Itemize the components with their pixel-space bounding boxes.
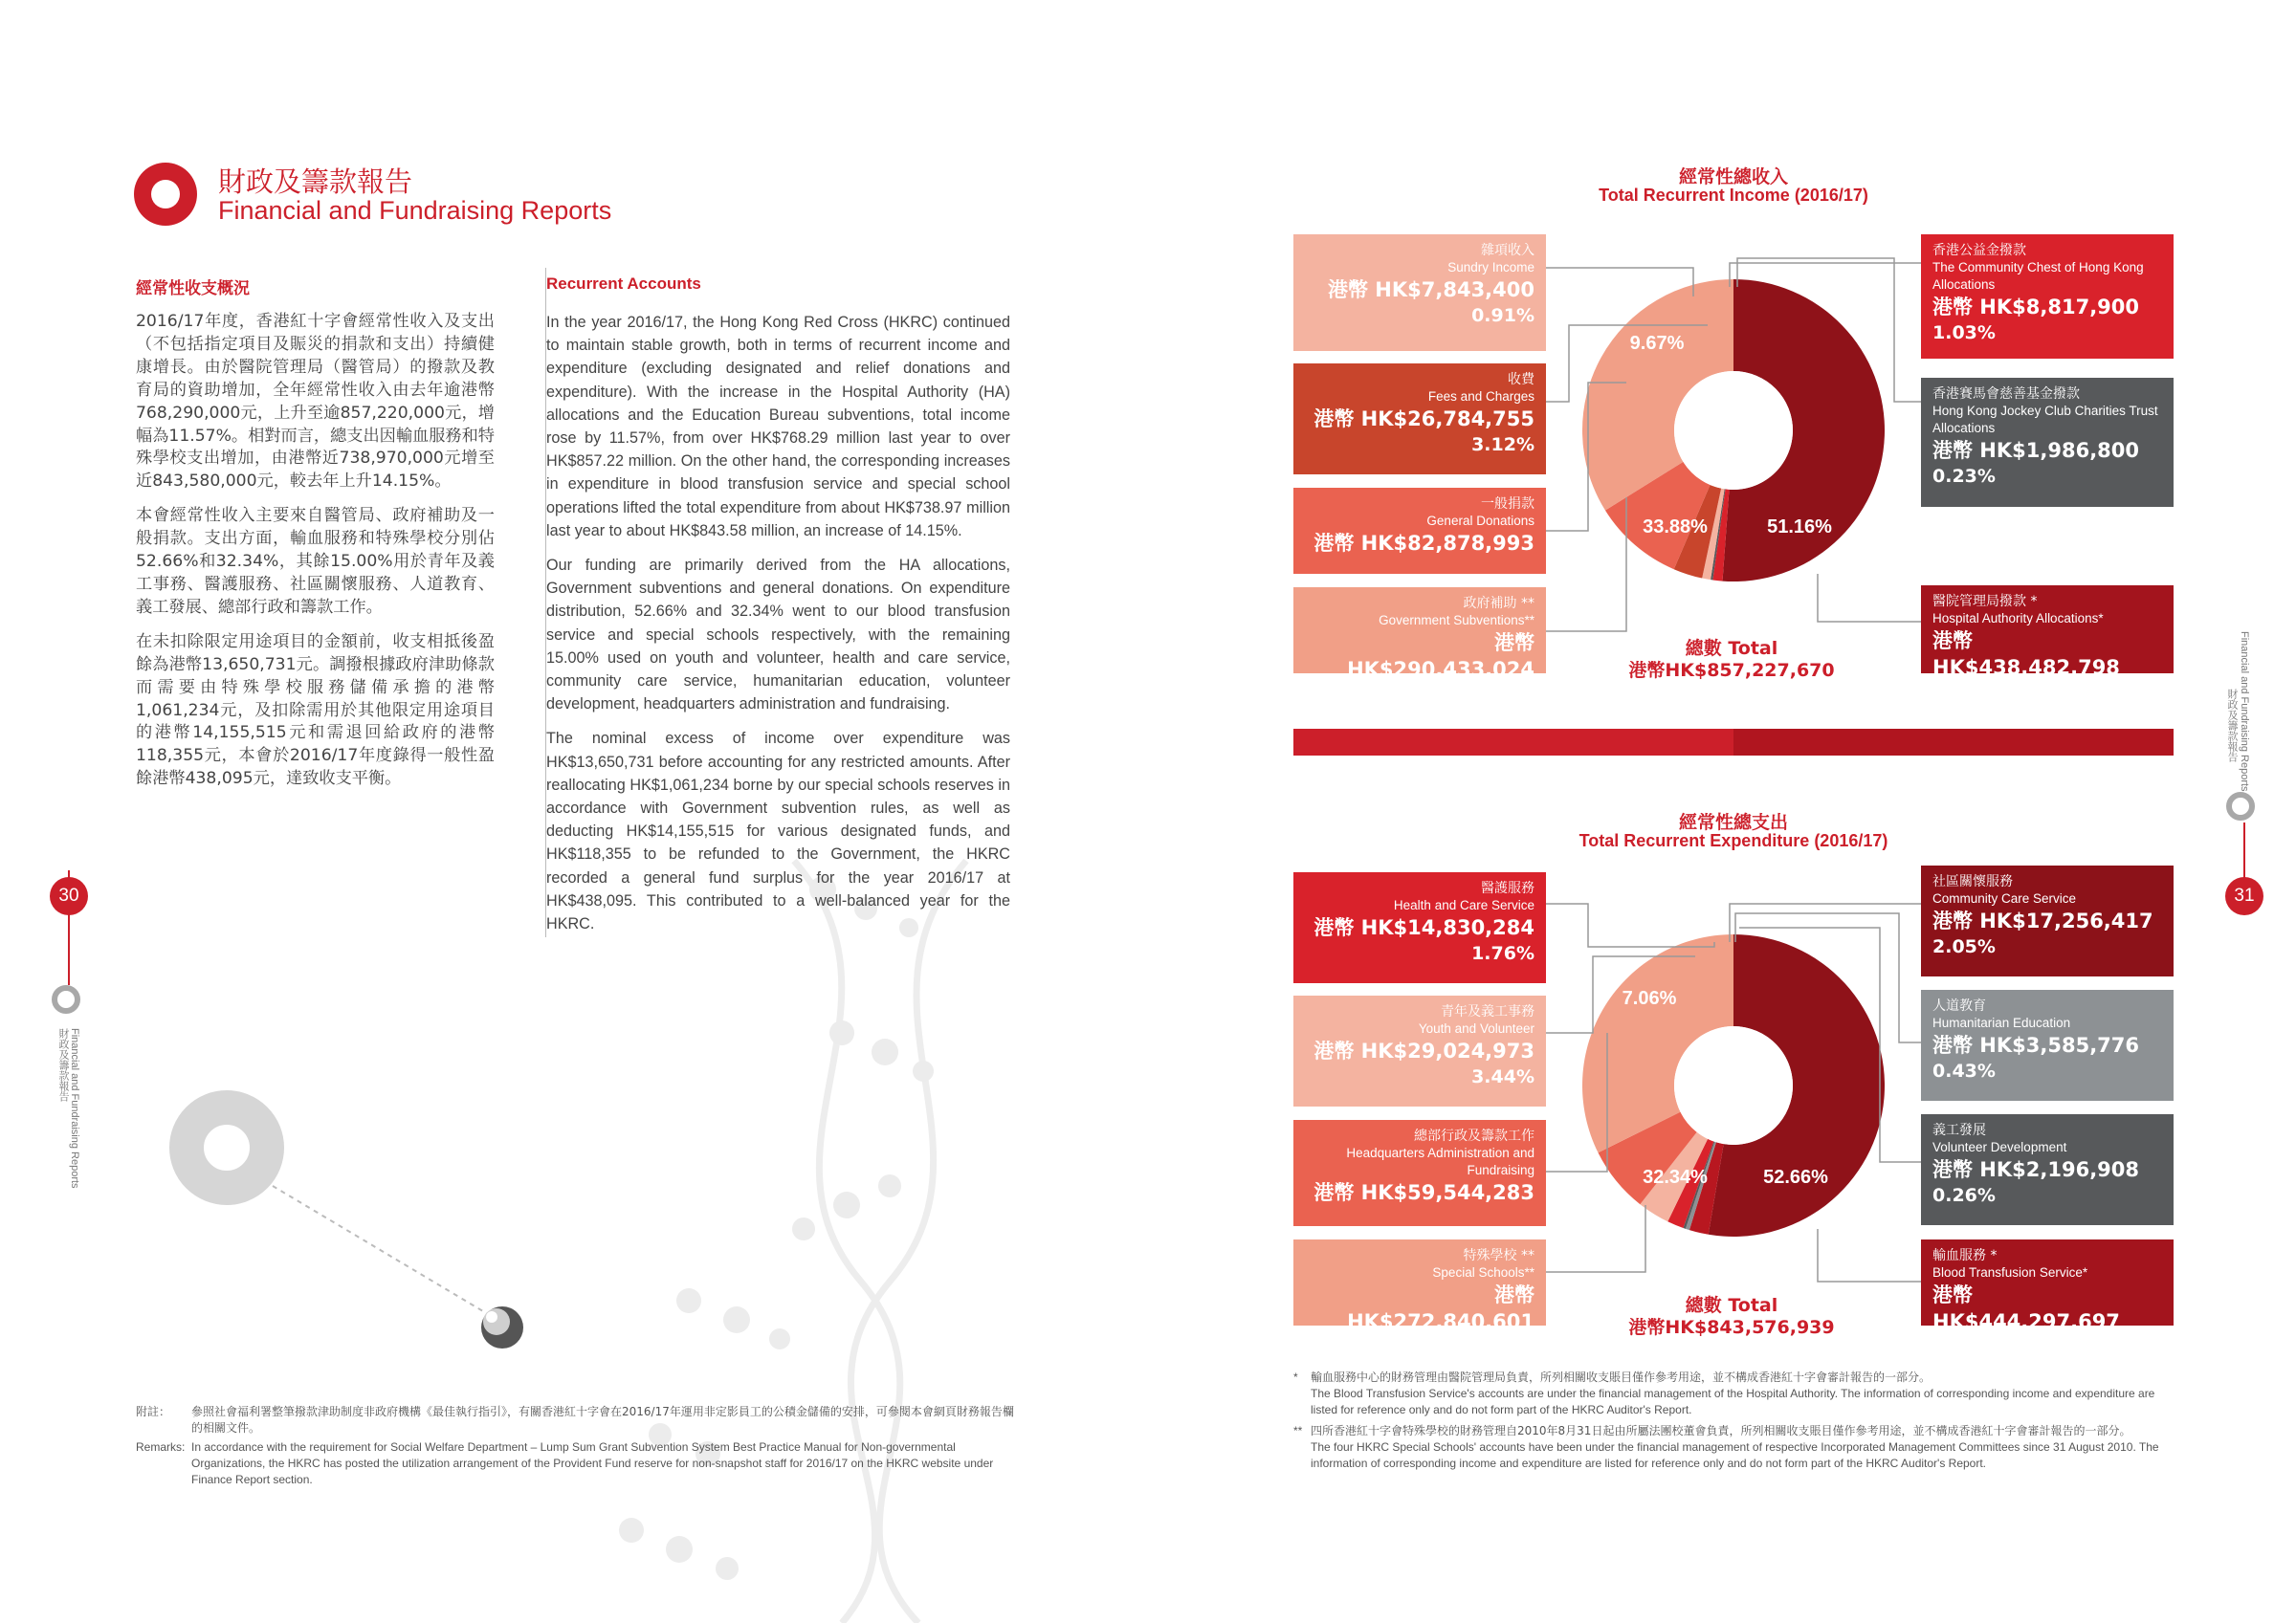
side-label-right-zh: 財政及籌款報告 — [2226, 689, 2238, 762]
paragraph-en-1: In the year 2016/17, the Hong Kong Red Cross (HKRC) continued to maintain stable growth, both in terms of recurrent income and expenditure (excluding designated and relief donations and expenditure). With the increase in the Hospital Authority (HA) allocations and the Education Bureau subventions, total income rose by 11.57%, from over HK$768.29 million last year to over HK$857.22 million. On the other hand, the corresponding increases in expenditure in blood transfusion service and special school operations lifted the total expenditure from about HK$738.97 million last year to about HK$843.58 million, an increase of 14.15%. — [546, 314, 1010, 539]
exp-schools-zh: 特殊學校 ** — [1463, 1248, 1534, 1263]
side-label-left-zh: 財政及籌款報告 — [57, 1028, 69, 1102]
footnote-2-en: The four HKRC Special Schools' accounts have been under the financial management of respective Incorporated Management Committees since 31 August 2010. The information of corresponding income and expenditure are listed for reference only and do not form part of the HKRC Auditor's Report. — [1311, 1440, 2159, 1470]
exp-voldev-zh: 義工發展 — [1932, 1123, 1986, 1138]
income-total-amount: 港幣HK$857,227,670 — [1628, 660, 1835, 681]
expenditure-title-en: Total Recurrent Expenditure (2016/17) — [1578, 831, 1888, 850]
page-number-right: 31 — [2225, 877, 2263, 915]
exp-hq-zh: 總部行政及籌款工作 — [1414, 1129, 1534, 1144]
page-number-left: 30 — [50, 877, 88, 915]
exp-community-zh: 社區關懷服務 — [1932, 874, 2013, 889]
income-total-label: 總數 Total — [1685, 638, 1778, 659]
exp-humanitarian-pct: 0.43% — [1932, 1061, 1996, 1082]
exp-health-zh: 醫護服務 — [1481, 881, 1534, 896]
side-label-left-en: Financial and Fundraising Reports — [69, 1028, 80, 1189]
section-heading-en: Recurrent Accounts — [546, 274, 701, 293]
income-sundry-zh: 雜項收入 — [1481, 243, 1534, 258]
income-general-en: General Donations — [1426, 514, 1534, 528]
exp-hq-amount: 港幣 HK$59,544,283 — [1314, 1181, 1534, 1204]
section-heading-zh: 經常性收支概況 — [136, 279, 250, 297]
income-chest-en: The Community Chest of Hong Kong Allocations — [1932, 260, 2144, 292]
exp-blood-en: Blood Transfusion Service* — [1932, 1265, 2088, 1280]
paragraph-zh-2: 本會經常性收入主要來自醫管局、政府補助及一般捐款。支出方面，輸血服務和特殊學校分別佔52.66%和32.34%，其餘15.00%用於青年及義工事務、醫護服務、社區關懷服務、人道教育、義工發展、總部行政和籌款工作。 — [136, 506, 495, 617]
income-ha-amount: 港幣 HK$438,482,798 — [1932, 629, 2120, 679]
exp-humanitarian-amount: 港幣 HK$3,585,776 — [1932, 1034, 2140, 1057]
expenditure-title-zh: 經常性總支出 — [1678, 812, 1788, 833]
income-fees-pct: 3.12% — [1471, 434, 1534, 455]
income-fees-zh: 收費 — [1508, 372, 1534, 387]
side-label-right-en: Financial and Fundraising Reports — [2239, 631, 2250, 792]
exp-youth-zh: 青年及義工事務 — [1441, 1004, 1534, 1020]
exp-youth-pct: 3.44% — [1471, 1066, 1534, 1087]
paragraph-en-3: The nominal excess of income over expenditure was HK$13,650,731 before accounting for any restricted amounts. After reallocating HK$1,061,234 borne by our special schools reserves in accordance with Government subvention rules, as well as deducting HK$14,155,515 for various designated funds, and HK$118,355 to be refunded to the Government, the HKRC recorded a general fund surplus for the year 2016/17 at HK$438,095. This contributed to a well-balanced year for the HKRC. — [546, 730, 1010, 933]
income-jockey-zh: 香港賽馬會慈善基金撥款 — [1932, 386, 2080, 402]
footnotes — [1293, 1370, 2174, 1477]
income-fees-amount: 港幣 HK$26,784,755 — [1314, 407, 1534, 430]
exp-humanitarian-zh: 人道教育 — [1932, 998, 1986, 1014]
remarks-label-zh: 附註： — [136, 1405, 171, 1418]
income-fees-en: Fees and Charges — [1427, 389, 1534, 404]
page-title-en: Financial and Fundraising Reports — [218, 196, 612, 225]
income-gov-zh: 政府補助 ** — [1463, 596, 1534, 611]
exp-community-pct: 2.05% — [1932, 936, 1996, 957]
income-title-zh: 經常性總收入 — [1678, 166, 1788, 187]
income-general-zh: 一般捐款 — [1481, 496, 1534, 512]
exp-schools-en: Special Schools** — [1432, 1265, 1534, 1280]
income-jockey-amount: 港幣 HK$1,986,800 — [1932, 439, 2140, 462]
paragraph-zh-1: 2016/17年度，香港紅十字會經常性收入及支出（不包括指定項目及賑災的捐款和支出）持續健康增長。由於醫院管理局（醫管局）的撥款及教育局的資助增加，全年經常性收入由去年逾港幣768,290,000元，上升至逾857,220,000元，增幅為11.57%。相對而言，總支出因輸血服務和特殊學校支出增加，由港幣近738,970,000元增至近843,580,000元，較去年上升14.15%。 — [136, 312, 495, 492]
exp-community-amount: 港幣 HK$17,256,417 — [1932, 910, 2153, 932]
income-gov-en: Government Subventions** — [1379, 613, 1534, 627]
exp-label-hq: 7.06% — [1622, 988, 1677, 1009]
income-general-amount: 港幣 HK$82,878,993 — [1314, 532, 1534, 555]
exp-health-amount: 港幣 HK$14,830,284 — [1314, 916, 1534, 939]
remarks-text-en: In accordance with the requirement for Social Welfare Department – Lump Sum Grant Subvention System Best Practice Manual for Non-governmental Organizations, the HKRC has posted the utilization arrangement of the Provident Fund reserve for non-snapshot staff for 2016/17 on the HKRC website under Finance Report section. — [191, 1440, 994, 1486]
income-ha-en: Hospital Authority Allocations* — [1932, 611, 2104, 625]
footnote-1-en: The Blood Transfusion Service's accounts are under the financial management of the Hospital Authority. The information of corresponding income and expenditure are listed for reference only and do not form part of the HKRC Auditor's Report. — [1311, 1387, 2155, 1416]
paragraph-en-2: Our funding are primarily derived from the HA allocations, Government subventions and general donations. On expenditure distribution, 52.66% and 32.34% went to our blood transfusion service and special schools respectively, with the remaining 15.00% used on youth and volunteer, health and care service, community care service, humanitarian education, volunteer development, headquarters administration and fundraising. — [546, 557, 1010, 713]
income-jockey-en: Hong Kong Jockey Club Charities Trust Allocations — [1932, 404, 2158, 435]
exp-label-blood: 52.66% — [1763, 1167, 1828, 1188]
exp-youth-en: Youth and Volunteer — [1418, 1021, 1534, 1036]
exp-voldev-pct: 0.26% — [1932, 1185, 1996, 1206]
exp-schools-amount: 港幣 HK$272,840,601 — [1347, 1283, 1534, 1333]
income-gov-amount: 港幣 HK$290,433,024 — [1347, 631, 1534, 681]
income-label-ha: 51.16% — [1767, 516, 1832, 537]
remarks-text-zh: 參照社會福利署整筆撥款津助制度非政府機構《最佳執行指引》，有關香港紅十字會在2016/17年運用非定影員工的公積金儲備的安排，可參閱本會網頁財務報告欄的相關文件。 — [191, 1405, 1014, 1435]
income-ha-zh: 醫院管理局撥款 * — [1932, 594, 2038, 609]
exp-youth-amount: 港幣 HK$29,024,973 — [1314, 1040, 1534, 1063]
paragraph-zh-3: 在未扣除限定用途項目的金額前，收支相抵後盈餘為港幣13,650,731元。調撥根據政府津助條款而需要由特殊學校服務儲備承擔的港幣1,061,234元，及扣除需用於其他限定用途項目的港幣14,155,515元和需退回給政府的港幣118,355元，本會於2016/17年度錄得一般性盈餘港幣438,095元，達致收支平衡。 — [136, 631, 495, 789]
exp-hq-en: Headquarters Administration and Fundraising — [1346, 1146, 1534, 1177]
page-title-zh: 財政及籌款報告 — [218, 165, 413, 198]
income-chest-amount: 港幣 HK$8,817,900 — [1932, 296, 2140, 318]
exp-health-en: Health and Care Service — [1393, 898, 1534, 912]
income-chest-zh: 香港公益金撥款 — [1932, 243, 2026, 258]
exp-blood-zh: 輸血服務 * — [1932, 1248, 1998, 1263]
exp-voldev-amount: 港幣 HK$2,196,908 — [1932, 1158, 2140, 1181]
footnote-1-zh: 輸血服務中心的財務管理由醫院管理局負責，所列相關收支賬目僅作參考用途，並不構成香港紅十字會審計報告的一部分。 — [1311, 1371, 1932, 1384]
exp-community-en: Community Care Service — [1932, 891, 2077, 906]
exp-label-schools: 32.34% — [1643, 1167, 1708, 1188]
footnote-2-mark: ** — [1293, 1424, 1303, 1437]
income-sundry-amount: 港幣 HK$7,843,400 — [1327, 278, 1534, 301]
income-label-gov: 33.88% — [1643, 516, 1708, 537]
income-label-gen: 9.67% — [1629, 333, 1685, 354]
exp-humanitarian-en: Humanitarian Education — [1932, 1016, 2071, 1030]
remarks-label-en: Remarks: — [136, 1440, 186, 1454]
expenditure-total-amount: 港幣HK$843,576,939 — [1628, 1317, 1835, 1338]
exp-blood-amount: 港幣 HK$444,297,697 — [1932, 1283, 2120, 1333]
exp-voldev-en: Volunteer Development — [1932, 1140, 2067, 1154]
income-sundry-pct: 0.91% — [1471, 305, 1534, 326]
exp-health-pct: 1.76% — [1471, 943, 1534, 964]
income-jockey-pct: 0.23% — [1932, 466, 1996, 487]
footnote-2-zh: 四所香港紅十字會特殊學校的財務管理自2010年8月31日起由所屬法團校董會負責，所列相關收支賬目僅作參考用途，並不構成香港紅十字會審計報告的一部分。 — [1311, 1424, 2131, 1437]
income-sundry-en: Sundry Income — [1447, 260, 1534, 274]
footnote-1-mark: * — [1293, 1371, 1298, 1384]
income-title-en: Total Recurrent Income (2016/17) — [1599, 186, 1868, 205]
income-chest-pct: 1.03% — [1932, 322, 1996, 343]
expenditure-total-label: 總數 Total — [1685, 1295, 1778, 1316]
